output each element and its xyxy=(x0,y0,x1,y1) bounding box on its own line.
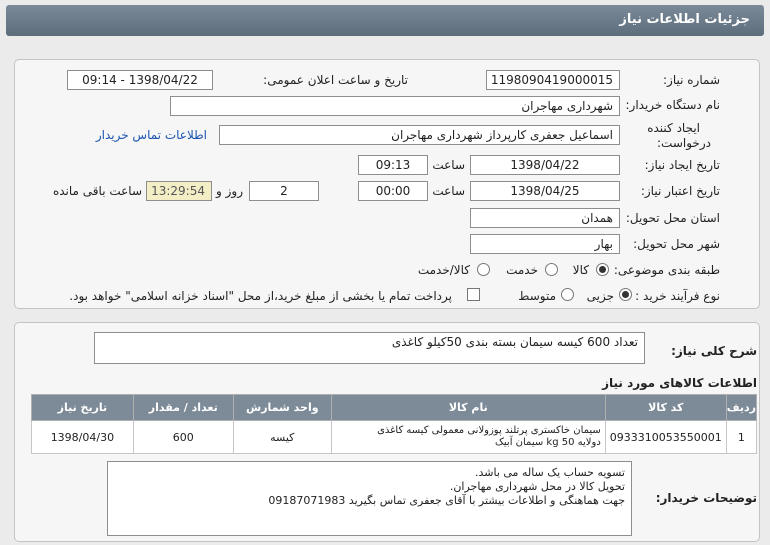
days-remaining-field: 2 xyxy=(249,181,319,201)
buyer-notes-field: تسویه حساب یک ساله می باشد. تحویل کالا در محل شهرداری مهاجران. جهت هماهنگی و اطلاعات بیشتر با آقای جعفری تماس بگیرید 09187071983 xyxy=(107,461,632,536)
province-field: همدان xyxy=(470,208,620,228)
process-radio-minor[interactable] xyxy=(619,288,632,301)
buyer-contact-link[interactable]: اطلاعات تماس خریدار xyxy=(95,128,207,142)
city-label: شهر محل تحویل: xyxy=(633,237,720,251)
category-radio-goods[interactable] xyxy=(596,263,609,276)
remaining-time-field: 13:29:54 xyxy=(146,181,212,201)
created-time-field: 09:13 xyxy=(358,155,428,175)
process-option-minor: جزیی xyxy=(586,289,614,303)
table-row[interactable] xyxy=(32,421,757,454)
category-radio-goods-service[interactable] xyxy=(477,263,490,276)
cell-unit: کیسه xyxy=(233,421,331,454)
validity-time-field: 00:00 xyxy=(358,181,428,201)
validity-date-label: تاریخ اعتبار نیاز: xyxy=(640,184,720,198)
cell-name-line2: دولایه 50 kg سیمان آبیک xyxy=(494,437,601,448)
page-header xyxy=(6,5,764,36)
col-date: تاریخ نیاز xyxy=(32,395,134,421)
col-unit: واحد شمارش xyxy=(233,395,331,421)
cell-name xyxy=(331,421,605,454)
validity-time-label: ساعت xyxy=(432,184,465,198)
province-label: استان محل تحویل: xyxy=(625,211,720,225)
goods-section-title: اطلاعات کالاهای مورد نیاز xyxy=(602,376,757,390)
process-option-medium: متوسط xyxy=(518,289,556,303)
announce-label: تاریخ و ساعت اعلان عمومی: xyxy=(263,73,408,87)
announce-datetime-field: 1398/04/22 - 09:14 xyxy=(67,70,213,90)
description-label: شرح کلی نیاز: xyxy=(671,344,757,358)
category-option-goods-service: کالا/خدمت xyxy=(417,263,470,277)
created-date-label: تاریخ ایجاد نیاز: xyxy=(644,158,720,172)
created-date-field: 1398/04/22 xyxy=(470,155,620,175)
goods-table-header xyxy=(32,395,757,421)
process-label: نوع فرآیند خرید : xyxy=(635,289,720,303)
buyer-notes-label: توضیحات خریدار: xyxy=(655,491,757,505)
need-number-label: شماره نیاز: xyxy=(663,73,720,87)
treasury-payment-checkbox[interactable] xyxy=(467,288,480,301)
cell-date: 1398/04/30 xyxy=(32,421,134,454)
requester-label-1: ایجاد کننده xyxy=(647,121,700,135)
validity-date-field: 1398/04/25 xyxy=(470,181,620,201)
treasury-payment-note: پرداخت تمام یا بخشی از مبلغ خرید،از محل "اسناد خزانه اسلامی" خواهد بود. xyxy=(69,289,452,303)
col-code: کد کالا xyxy=(605,395,726,421)
col-name: نام کالا xyxy=(331,395,605,421)
buyer-org-field: شهرداری مهاجران xyxy=(170,96,620,116)
created-time-label: ساعت xyxy=(432,158,465,172)
goods-table xyxy=(31,394,757,454)
cell-name-line1: سیمان خاکستری پرتلند پوزولانی معمولی کیسه کاغذی xyxy=(377,425,601,436)
category-option-goods: کالا xyxy=(572,263,589,277)
category-radio-service[interactable] xyxy=(545,263,558,276)
col-row: ردیف xyxy=(726,395,756,421)
page-title: جزئیات اطلاعات نیاز xyxy=(619,12,750,27)
process-radio-medium[interactable] xyxy=(561,288,574,301)
buyer-org-label: نام دستگاه خریدار: xyxy=(625,98,720,112)
requester-field: اسماعیل جعفری کارپرداز شهرداری مهاجران xyxy=(219,125,620,145)
days-label: روز و xyxy=(216,184,243,198)
requester-label-2: درخواست: xyxy=(657,136,711,150)
description-field: تعداد 600 کیسه سیمان بسته بندی 50کیلو کاغذی xyxy=(94,332,645,364)
city-field: بهار xyxy=(470,234,620,254)
need-number-field: 1198090419000015 xyxy=(486,70,620,90)
cell-row: 1 xyxy=(726,421,756,454)
cell-qty: 600 xyxy=(133,421,233,454)
category-label: طبقه بندی موضوعی: xyxy=(613,263,720,277)
col-qty: تعداد / مقدار xyxy=(133,395,233,421)
category-option-service: خدمت xyxy=(506,263,538,277)
remaining-label: ساعت باقی مانده xyxy=(52,184,142,198)
cell-code: 0933310053550001 xyxy=(605,421,726,454)
